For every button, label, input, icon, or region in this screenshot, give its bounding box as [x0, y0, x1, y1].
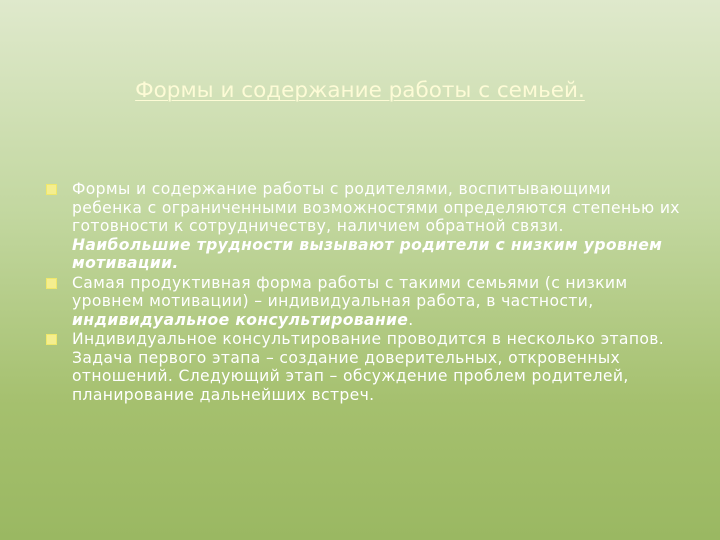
bullet-list — [46, 180, 686, 405]
bullet-item — [46, 180, 686, 273]
bullet-text: Формы и содержание работы с родителями, воспитывающими ребенка с ограниченными возможностями определяются степенью их готовности к сотрудничеству, наличием обратной связи. — [72, 180, 680, 235]
bullet-emphasis: индивидуальное консультирование — [72, 310, 409, 329]
bullet-item — [46, 274, 686, 330]
bullet-text: Индивидуальное консультирование проводится в несколько этапов. Задача первого этапа – создание доверительных, откровенных отношений. Следующий этап – обсуждение проблем родителей, планирование дальнейших встреч. — [72, 330, 665, 404]
bullet-text: Самая продуктивная форма работы с такими семьями (с низким уровнем мотивации) – индивидуальная работа, в частности, — [72, 273, 628, 310]
square-bullet-icon — [46, 184, 58, 196]
bullet-tail: . — [408, 310, 414, 329]
slide-title-text: Формы и содержание работы с семьей. — [135, 78, 585, 103]
square-bullet-icon — [46, 278, 58, 290]
bullet-item — [46, 330, 686, 404]
slide-title — [0, 77, 720, 105]
bullet-emphasis: Наибольшие трудности вызывают родители с низким уровнем мотивации. — [72, 235, 663, 272]
square-bullet-icon — [46, 334, 58, 346]
